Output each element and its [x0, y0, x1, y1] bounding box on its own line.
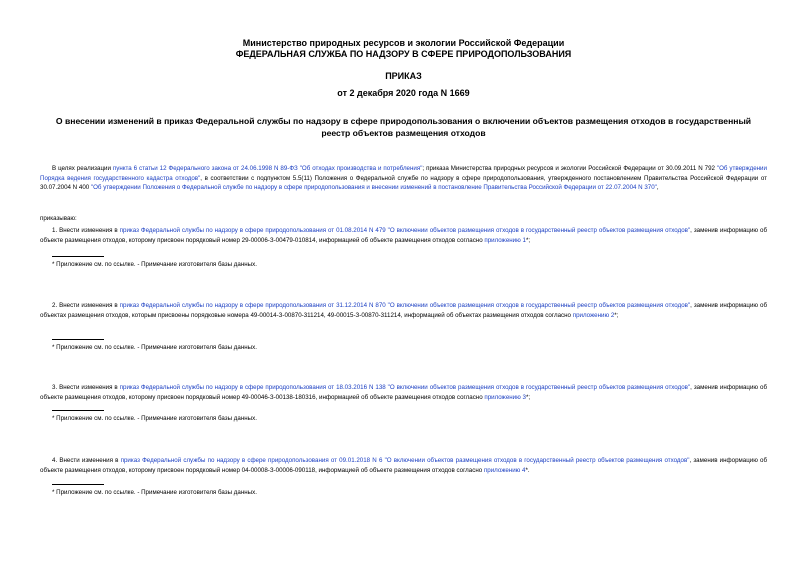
resolution-400-link[interactable]: "Об утверждении Положения о Федеральной службе по надзору в сфере природопользования и внесении изменений в постановление Правительства Российской Федерации от 22.07.2004 N 370" — [90, 184, 657, 192]
preamble-text: , в соответствии с подпунктом 5.5(11) Положения о Федеральной службе по надзору в сфере природопользования, утвержденного постановлением Правительства Российской Федерации от 30.07.2004 N 400 — [40, 174, 767, 192]
preamble-text: ; приказа Министерства природных ресурсов и экологии Российской Федерации от 30.09.2011 N 792 — [422, 165, 717, 172]
document-date-number: от 2 декабря 2020 года N 1669 — [337, 88, 470, 98]
document-title — [40, 115, 767, 139]
footnote-divider — [52, 339, 104, 340]
footnote: * Приложение см. по ссылке. - Примечание изготовителя базы данных. — [52, 344, 257, 351]
service-name: ФЕДЕРАЛЬНАЯ СЛУЖБА ПО НАДЗОРУ В СФЕРЕ ПРИРОДОПОЛЬЗОВАНИЯ — [235, 49, 572, 59]
footnote-divider — [52, 410, 104, 411]
order-item-3 — [40, 383, 767, 402]
item-text: , заменив информацию об объекте размещения отходов, которому присвоен порядковый номер 29-00006-З-00479-010814, информацией об объекте размещения отходов согласно — [40, 227, 767, 244]
appendix-2-link[interactable]: приложению 2 — [572, 311, 615, 319]
item-text: , заменив информацию об объекте размещения отходов, которому присвоен порядковый номер 49-00046-З-00138-180316, информацией об объекте размещения отходов согласно — [40, 384, 767, 401]
appendix-3-link[interactable]: приложению 3 — [484, 393, 526, 401]
order-6-link[interactable]: приказ Федеральной службы по надзору в сфере природопользования от 09.01.2018 N 6 "О включении объектов размещения отходов в государственный реестр объектов размещения отходов" — [120, 457, 690, 464]
item-text: 2. Внести изменения в — [52, 302, 120, 309]
item-text: *; — [525, 393, 531, 401]
footnote-divider — [52, 484, 104, 485]
document-title-line-1: О внесении изменений в приказ Федеральной службы по надзору в сфере природопользования о включении объектов размещения отходов в государственный — [55, 116, 752, 126]
ministry-name: Министерство природных ресурсов и экологии Российской Федерации — [242, 38, 565, 48]
item-text: , заменив информацию об объектах размещения отходов, которым присвоены порядковые номера 49-00014-З-00870-311214, 49-00015-З-00870-311214, информацией об объектах размещения отходов согласно — [40, 302, 767, 319]
document-title-line-2: реестр объектов размещения отходов — [321, 128, 486, 138]
item-text: , заменив информацию об объекте размещения отходов, которому присвоен порядковый номер 04-00008-З-00006-090118, информацией об объекте размещения отходов согласно — [40, 457, 768, 474]
document-type: ПРИКАЗ — [385, 71, 422, 81]
footnote: * Приложение см. по ссылке. - Примечание изготовителя базы данных. — [52, 489, 257, 496]
item-text: *; — [525, 236, 531, 244]
order-word: приказываю: — [40, 215, 77, 222]
item-text: *. — [525, 466, 530, 474]
order-479-link[interactable]: приказ Федеральной службы по надзору в сфере природопользования от 01.08.2014 N 479 "О включении объектов размещения отходов в государственный реестр объектов размещения отходов" — [119, 227, 691, 234]
item-text: 4. Внести изменения в — [52, 457, 121, 464]
order-item-4 — [40, 456, 767, 475]
order-870-link[interactable]: приказ Федеральной службы по надзору в сфере природопользования от 31.12.2014 N 870 "О включении объектов размещения отходов в государственный реестр объектов размещения отходов" — [119, 302, 691, 309]
item-text: 1. Внести изменения в — [52, 227, 120, 234]
appendix-4-link[interactable]: приложению 4 — [483, 466, 526, 474]
law-89-fz-link[interactable]: пункта 6 статьи 12 Федерального закона от 24.06.1998 N 89-ФЗ "Об отходах производства и потребления" — [112, 165, 423, 172]
footnote: * Приложение см. по ссылке. - Примечание изготовителя базы данных. — [52, 261, 257, 268]
order-138-link[interactable]: приказ Федеральной службы по надзору в сфере природопользования от 18.03.2016 N 138 "О включении объектов размещения отходов в государственный реестр объектов размещения отходов" — [119, 384, 691, 391]
preamble-text: В целях реализации — [52, 165, 113, 172]
order-item-1 — [40, 226, 767, 245]
footnote: * Приложение см. по ссылке. - Примечание изготовителя базы данных. — [52, 415, 257, 422]
item-text: 3. Внести изменения в — [52, 384, 120, 391]
item-text: *; — [614, 311, 619, 319]
order-792-link[interactable]: "Об утверждении Порядка ведения государственного кадастра отходов" — [40, 165, 767, 182]
appendix-1-link[interactable]: приложению 1 — [484, 236, 526, 244]
preamble-text: , — [656, 184, 659, 192]
footnote-divider — [52, 256, 104, 257]
preamble-paragraph — [40, 164, 767, 193]
order-item-2 — [40, 301, 767, 320]
